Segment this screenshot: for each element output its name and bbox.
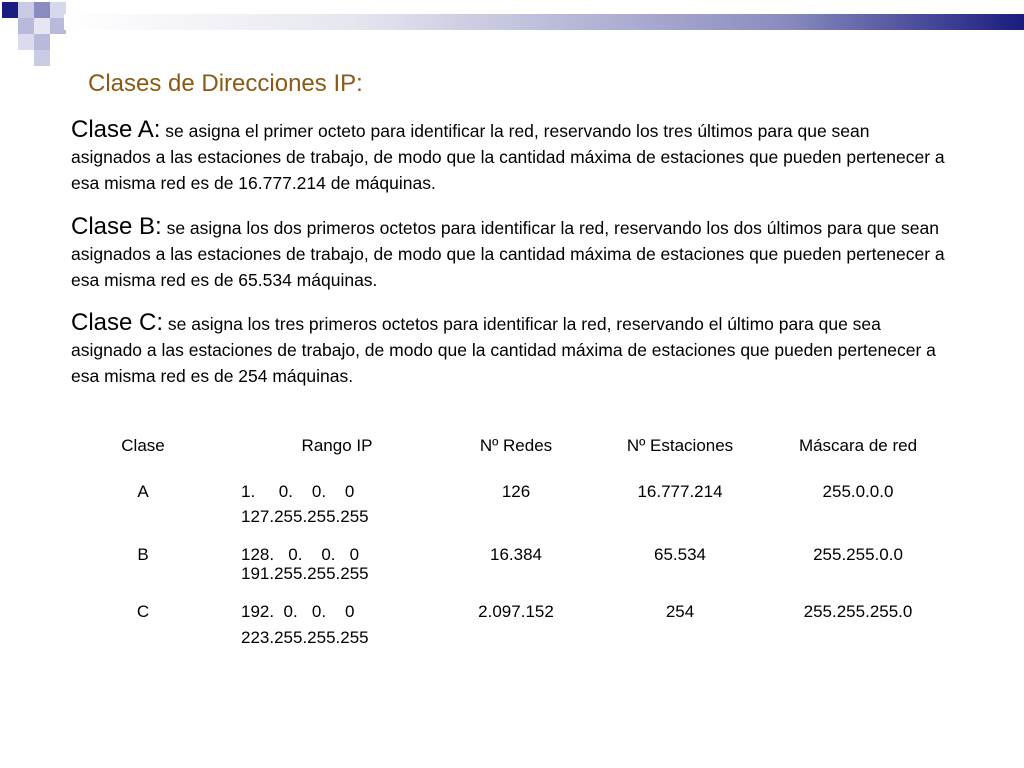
header-rango-ip: Rango IP xyxy=(301,436,373,455)
row-c-rango-fin: 223.255.255.255 xyxy=(241,628,369,647)
slide-title: Clases de Direcciones IP: xyxy=(88,70,363,97)
row-a-redes: 126 xyxy=(501,482,531,501)
row-b-mascara: 255.255.0.0 xyxy=(813,545,903,564)
row-c-clase: C xyxy=(136,602,150,621)
row-b-rango-fin: 191.255.255.255 xyxy=(241,564,369,583)
row-b-clase: B xyxy=(137,545,149,564)
row-b-rango-inicio: 128. 0. 0. 0 xyxy=(241,545,360,564)
row-a-rango-inicio: 1. 0. 0. 0 xyxy=(241,482,355,501)
row-c-rango-inicio: 192. 0. 0. 0 xyxy=(241,602,355,621)
paragraph-text: se asigna los tres primeros octetos para identificar la red, reservando el último para que sea asignado a las estaciones de trabajo, de modo que la cantidad máxima de estaciones que pueden pertenecer a esa misma red es de 254 máquinas. xyxy=(71,314,936,386)
header-num-estaciones: Nº Estaciones xyxy=(626,436,734,455)
header-mascara: Máscara de red xyxy=(798,436,918,455)
row-a-estaciones: 16.777.214 xyxy=(637,482,723,501)
row-c-redes: 2.097.152 xyxy=(478,602,554,621)
row-c-mascara: 255.255.255.0 xyxy=(803,602,913,621)
row-a-mascara: 255.0.0.0 xyxy=(822,482,894,501)
row-a-rango-fin: 127.255.255.255 xyxy=(241,507,369,526)
paragraph-lead: Clase B: xyxy=(71,213,162,240)
paragraph-lead: Clase A: xyxy=(71,116,161,143)
row-b-estaciones: 65.534 xyxy=(654,545,706,564)
header-clase: Clase xyxy=(121,436,165,455)
header-num-redes: Nº Redes xyxy=(479,436,553,455)
row-b-redes: 16.384 xyxy=(490,545,542,564)
paragraph-lead: Clase C: xyxy=(71,309,164,336)
row-a-clase: A xyxy=(137,482,149,501)
row-c-estaciones: 254 xyxy=(665,602,695,621)
paragraph-text: se asigna el primer octeto para identificar la red, reservando los tres últimos para que sean asignados a las estaciones de trabajo, de modo que la cantidad máxima de estaciones que pueden pertenecer a esa misma red es de 16.777.214 de máquinas. xyxy=(71,121,945,193)
paragraph-text: se asigna los dos primeros octetos para identificar la red, reservando los dos últimos para que sean asignados a las estaciones de trabajo, de modo que la cantidad máxima de estaciones que pueden pertenecer a esa misma red es de 65.534 máquinas. xyxy=(71,218,945,290)
